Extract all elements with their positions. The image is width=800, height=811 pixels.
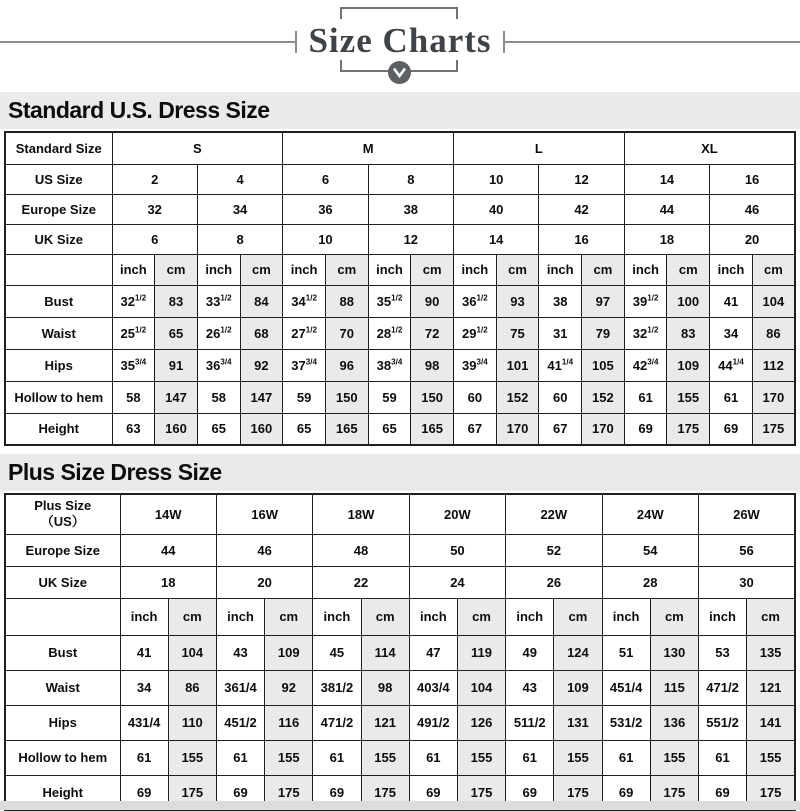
- size-cell: inch: [698, 598, 746, 635]
- bottom-strip: [0, 801, 800, 810]
- row-label: Hollow to hem: [5, 740, 120, 775]
- size-cell: 531/2: [602, 705, 650, 740]
- size-cell: 170: [582, 413, 625, 445]
- row-label: Hips: [5, 349, 112, 381]
- size-cell: 32: [112, 194, 197, 224]
- size-cell: 141: [747, 705, 795, 740]
- row-label: Height: [5, 413, 112, 445]
- table-row: [5, 566, 795, 598]
- size-cell: 124: [554, 635, 602, 670]
- size-cell: 8: [368, 164, 453, 194]
- size-cell: 50: [409, 534, 505, 566]
- size-cell: 56: [698, 534, 795, 566]
- table-row: [5, 413, 795, 445]
- size-cell: 16: [539, 224, 624, 254]
- size-cell: 381/2: [313, 670, 361, 705]
- size-cell: 110: [168, 705, 216, 740]
- size-cell: 40: [454, 194, 539, 224]
- size-cell: 52: [506, 534, 602, 566]
- row-label: US Size: [5, 164, 112, 194]
- size-cell: $37^{3/4}$: [283, 349, 326, 381]
- table-row: [5, 224, 795, 254]
- size-cell: 6: [283, 164, 368, 194]
- size-cell: 69: [120, 775, 168, 810]
- row-label: Europe Size: [5, 534, 120, 566]
- size-cell: 65: [283, 413, 326, 445]
- size-cell: 65: [197, 413, 240, 445]
- size-cell: cm: [265, 598, 313, 635]
- size-cell: inch: [368, 254, 411, 285]
- size-cell: 61: [710, 381, 753, 413]
- size-cell: 114: [361, 635, 409, 670]
- size-cell: 61: [698, 740, 746, 775]
- size-cell: 471/2: [313, 705, 361, 740]
- size-cell: 20: [216, 566, 312, 598]
- size-cell: inch: [216, 598, 264, 635]
- table-row: [5, 132, 795, 164]
- row-label: Standard Size: [5, 132, 112, 164]
- size-cell: 101: [496, 349, 539, 381]
- size-cell: $25^{1/2}$: [112, 317, 155, 349]
- size-cell: inch: [539, 254, 582, 285]
- size-cell: 60: [539, 381, 582, 413]
- size-cell: 175: [752, 413, 795, 445]
- size-cell: 46: [216, 534, 312, 566]
- size-cell: 131: [554, 705, 602, 740]
- size-cell: 34: [120, 670, 168, 705]
- corner-label-line2: （US）: [40, 514, 85, 530]
- size-cell: 49: [506, 635, 554, 670]
- size-cell: 61: [506, 740, 554, 775]
- size-cell: inch: [624, 254, 667, 285]
- size-cell: 175: [747, 775, 795, 810]
- table-row: [5, 164, 795, 194]
- size-cell: 121: [747, 670, 795, 705]
- size-cell: 431/4: [120, 705, 168, 740]
- size-cell: 403/4: [409, 670, 457, 705]
- size-cell: 175: [361, 775, 409, 810]
- table-row: [5, 317, 795, 349]
- size-cell: 115: [650, 670, 698, 705]
- size-cell: 48: [313, 534, 409, 566]
- row-label: Europe Size: [5, 194, 112, 224]
- size-cell: 58: [112, 381, 155, 413]
- row-label: UK Size: [5, 224, 112, 254]
- size-cell: 160: [155, 413, 198, 445]
- size-cell: 175: [650, 775, 698, 810]
- size-cell: $29^{1/2}$: [454, 317, 497, 349]
- size-cell: 69: [313, 775, 361, 810]
- size-cell: 34: [710, 317, 753, 349]
- table-row: [5, 740, 795, 775]
- size-cell: 86: [168, 670, 216, 705]
- row-label: [5, 494, 120, 534]
- size-cell: 69: [506, 775, 554, 810]
- page-title: Size Charts: [308, 21, 492, 60]
- size-cell: 69: [698, 775, 746, 810]
- size-cell: 70: [325, 317, 368, 349]
- size-cell: 14W: [120, 494, 216, 534]
- size-cell: inch: [313, 598, 361, 635]
- size-cell: 42: [539, 194, 624, 224]
- size-cell: 61: [409, 740, 457, 775]
- table-row: [5, 381, 795, 413]
- size-cell: 36: [283, 194, 368, 224]
- size-cell: 104: [168, 635, 216, 670]
- size-cell: 175: [457, 775, 505, 810]
- size-cell: 98: [411, 349, 454, 381]
- size-cell: 175: [168, 775, 216, 810]
- corner-label-line1: Plus Size: [34, 498, 92, 514]
- size-cell: $41^{1/4}$: [539, 349, 582, 381]
- size-cell: 43: [506, 670, 554, 705]
- size-cell: 147: [155, 381, 198, 413]
- size-cell: 12: [539, 164, 624, 194]
- size-cell: 12: [368, 224, 453, 254]
- size-cell: 451/2: [216, 705, 264, 740]
- size-cell: 8: [197, 224, 282, 254]
- row-label: Waist: [5, 317, 112, 349]
- unit-header-row: [5, 254, 795, 285]
- size-cell: $35^{3/4}$: [112, 349, 155, 381]
- size-cell: 22W: [506, 494, 602, 534]
- size-cell: 155: [554, 740, 602, 775]
- size-cell: inch: [506, 598, 554, 635]
- size-cell: 20W: [409, 494, 505, 534]
- size-cell: 44: [624, 194, 709, 224]
- size-cell: 69: [710, 413, 753, 445]
- size-cell: cm: [361, 598, 409, 635]
- table-row: [5, 349, 795, 381]
- size-cell: $32^{1/2}$: [624, 317, 667, 349]
- size-cell: 170: [752, 381, 795, 413]
- size-cell: 61: [624, 381, 667, 413]
- section-title-plus: [0, 454, 800, 491]
- size-cell: cm: [650, 598, 698, 635]
- size-cell: 41: [710, 285, 753, 317]
- size-cell: 109: [554, 670, 602, 705]
- size-cell: 61: [120, 740, 168, 775]
- size-cell: 160: [240, 413, 283, 445]
- size-cell: 28: [602, 566, 698, 598]
- size-cell: 105: [582, 349, 625, 381]
- size-cell: 4: [197, 164, 282, 194]
- size-cell: 165: [325, 413, 368, 445]
- row-label: Height: [5, 775, 120, 810]
- size-cell: 92: [265, 670, 313, 705]
- size-cell: 69: [602, 775, 650, 810]
- size-charts-header: [0, 0, 800, 90]
- size-cell: 112: [752, 349, 795, 381]
- size-cell: $34^{1/2}$: [283, 285, 326, 317]
- size-cell: 155: [168, 740, 216, 775]
- size-cell: 109: [667, 349, 710, 381]
- size-cell: 14: [454, 224, 539, 254]
- top-bracket: [340, 7, 458, 19]
- size-cell: 26: [506, 566, 602, 598]
- size-cell: 59: [283, 381, 326, 413]
- size-cell: 150: [411, 381, 454, 413]
- unit-header-row: [5, 598, 795, 635]
- size-cell: 26W: [698, 494, 795, 534]
- size-cell: 65: [368, 413, 411, 445]
- size-cell: $33^{1/2}$: [197, 285, 240, 317]
- row-label: Bust: [5, 285, 112, 317]
- size-cell: 63: [112, 413, 155, 445]
- size-cell: $27^{1/2}$: [283, 317, 326, 349]
- size-cell: 61: [602, 740, 650, 775]
- size-cell: 45: [313, 635, 361, 670]
- size-cell: 165: [411, 413, 454, 445]
- size-cell: 96: [325, 349, 368, 381]
- size-cell: 104: [457, 670, 505, 705]
- size-cell: L: [454, 132, 625, 164]
- table-row: [5, 635, 795, 670]
- size-cell: 97: [582, 285, 625, 317]
- row-label-empty: [5, 598, 120, 635]
- size-cell: 69: [624, 413, 667, 445]
- row-label-empty: [5, 254, 112, 285]
- size-cell: inch: [120, 598, 168, 635]
- size-cell: XL: [624, 132, 795, 164]
- size-cell: 6: [112, 224, 197, 254]
- size-cell: 155: [265, 740, 313, 775]
- size-cell: 16W: [216, 494, 312, 534]
- size-cell: 90: [411, 285, 454, 317]
- size-cell: cm: [457, 598, 505, 635]
- size-cell: $38^{3/4}$: [368, 349, 411, 381]
- size-cell: 155: [667, 381, 710, 413]
- size-cell: 92: [240, 349, 283, 381]
- size-cell: 24: [409, 566, 505, 598]
- size-cell: 471/2: [698, 670, 746, 705]
- size-cell: 38: [368, 194, 453, 224]
- table-row: [5, 494, 795, 534]
- size-cell: 152: [496, 381, 539, 413]
- size-cell: 136: [650, 705, 698, 740]
- row-label: UK Size: [5, 566, 120, 598]
- size-cell: cm: [325, 254, 368, 285]
- size-cell: cm: [667, 254, 710, 285]
- size-cell: 150: [325, 381, 368, 413]
- size-cell: 38: [539, 285, 582, 317]
- size-cell: 69: [216, 775, 264, 810]
- size-cell: 67: [454, 413, 497, 445]
- size-cell: 511/2: [506, 705, 554, 740]
- size-cell: 98: [361, 670, 409, 705]
- table-row: [5, 534, 795, 566]
- size-cell: 147: [240, 381, 283, 413]
- size-cell: 44: [120, 534, 216, 566]
- size-cell: M: [283, 132, 454, 164]
- size-cell: 18W: [313, 494, 409, 534]
- size-cell: S: [112, 132, 283, 164]
- size-cell: 60: [454, 381, 497, 413]
- size-cell: cm: [752, 254, 795, 285]
- table-row: [5, 705, 795, 740]
- size-cell: $39^{1/2}$: [624, 285, 667, 317]
- size-cell: 34: [197, 194, 282, 224]
- size-cell: 155: [457, 740, 505, 775]
- size-cell: cm: [582, 254, 625, 285]
- size-cell: 31: [539, 317, 582, 349]
- row-label: Waist: [5, 670, 120, 705]
- section-title-standard: [0, 92, 800, 129]
- size-cell: $39^{3/4}$: [454, 349, 497, 381]
- size-cell: $32^{1/2}$: [112, 285, 155, 317]
- size-cell: 130: [650, 635, 698, 670]
- size-cell: 155: [650, 740, 698, 775]
- section-heading: Standard U.S. Dress Size: [8, 97, 270, 123]
- size-cell: 451/4: [602, 670, 650, 705]
- size-cell: 20: [710, 224, 795, 254]
- size-cell: 69: [409, 775, 457, 810]
- size-cell: $28^{1/2}$: [368, 317, 411, 349]
- size-cell: 58: [197, 381, 240, 413]
- size-cell: 10: [283, 224, 368, 254]
- size-cell: $26^{1/2}$: [197, 317, 240, 349]
- size-cell: 109: [265, 635, 313, 670]
- size-cell: 75: [496, 317, 539, 349]
- size-cell: 51: [602, 635, 650, 670]
- size-cell: 175: [554, 775, 602, 810]
- size-cell: 68: [240, 317, 283, 349]
- size-cell: 59: [368, 381, 411, 413]
- size-cell: 86: [752, 317, 795, 349]
- row-label: Bust: [5, 635, 120, 670]
- size-cell: 54: [602, 534, 698, 566]
- size-cell: cm: [168, 598, 216, 635]
- size-cell: 104: [752, 285, 795, 317]
- size-cell: 61: [313, 740, 361, 775]
- size-cell: 119: [457, 635, 505, 670]
- section-heading: Plus Size Dress Size: [8, 459, 222, 485]
- size-cell: 121: [361, 705, 409, 740]
- size-cell: 65: [155, 317, 198, 349]
- size-cell: 53: [698, 635, 746, 670]
- row-label: Hips: [5, 705, 120, 740]
- size-cell: 135: [747, 635, 795, 670]
- size-cell: cm: [747, 598, 795, 635]
- size-cell: 93: [496, 285, 539, 317]
- size-cell: $42^{3/4}$: [624, 349, 667, 381]
- size-cell: 175: [667, 413, 710, 445]
- size-cell: inch: [197, 254, 240, 285]
- size-cell: 47: [409, 635, 457, 670]
- size-cell: 170: [496, 413, 539, 445]
- size-cell: 24W: [602, 494, 698, 534]
- size-cell: 46: [710, 194, 795, 224]
- size-cell: cm: [554, 598, 602, 635]
- size-cell: cm: [155, 254, 198, 285]
- size-cell: 10: [454, 164, 539, 194]
- size-cell: 116: [265, 705, 313, 740]
- size-cell: 79: [582, 317, 625, 349]
- size-cell: cm: [240, 254, 283, 285]
- size-cell: 100: [667, 285, 710, 317]
- size-cell: 155: [361, 740, 409, 775]
- size-cell: 88: [325, 285, 368, 317]
- size-cell: 2: [112, 164, 197, 194]
- size-cell: inch: [602, 598, 650, 635]
- size-cell: $44^{1/4}$: [710, 349, 753, 381]
- size-cell: inch: [283, 254, 326, 285]
- size-cell: 67: [539, 413, 582, 445]
- size-cell: 91: [155, 349, 198, 381]
- size-cell: 84: [240, 285, 283, 317]
- size-cell: 18: [120, 566, 216, 598]
- size-cell: 155: [747, 740, 795, 775]
- size-cell: $36^{3/4}$: [197, 349, 240, 381]
- size-cell: 175: [265, 775, 313, 810]
- size-cell: 83: [667, 317, 710, 349]
- size-cell: 61: [216, 740, 264, 775]
- size-cell: 30: [698, 566, 795, 598]
- size-cell: 491/2: [409, 705, 457, 740]
- table-row: [5, 670, 795, 705]
- size-cell: inch: [454, 254, 497, 285]
- chevron-down-icon: [388, 61, 411, 84]
- size-cell: 41: [120, 635, 168, 670]
- size-cell: 43: [216, 635, 264, 670]
- table-row: [5, 194, 795, 224]
- size-cell: inch: [112, 254, 155, 285]
- size-cell: inch: [409, 598, 457, 635]
- plus-size-table: [4, 493, 796, 811]
- table-row: [5, 285, 795, 317]
- size-cell: 72: [411, 317, 454, 349]
- size-cell: 16: [710, 164, 795, 194]
- size-cell: $36^{1/2}$: [454, 285, 497, 317]
- row-label: Hollow to hem: [5, 381, 112, 413]
- size-cell: 18: [624, 224, 709, 254]
- size-cell: $35^{1/2}$: [368, 285, 411, 317]
- standard-size-table: [4, 131, 796, 446]
- size-cell: 126: [457, 705, 505, 740]
- size-cell: 152: [582, 381, 625, 413]
- size-cell: cm: [496, 254, 539, 285]
- size-cell: 14: [624, 164, 709, 194]
- size-cell: 551/2: [698, 705, 746, 740]
- size-cell: cm: [411, 254, 454, 285]
- size-cell: inch: [710, 254, 753, 285]
- size-cell: 83: [155, 285, 198, 317]
- size-cell: 22: [313, 566, 409, 598]
- size-cell: 361/4: [216, 670, 264, 705]
